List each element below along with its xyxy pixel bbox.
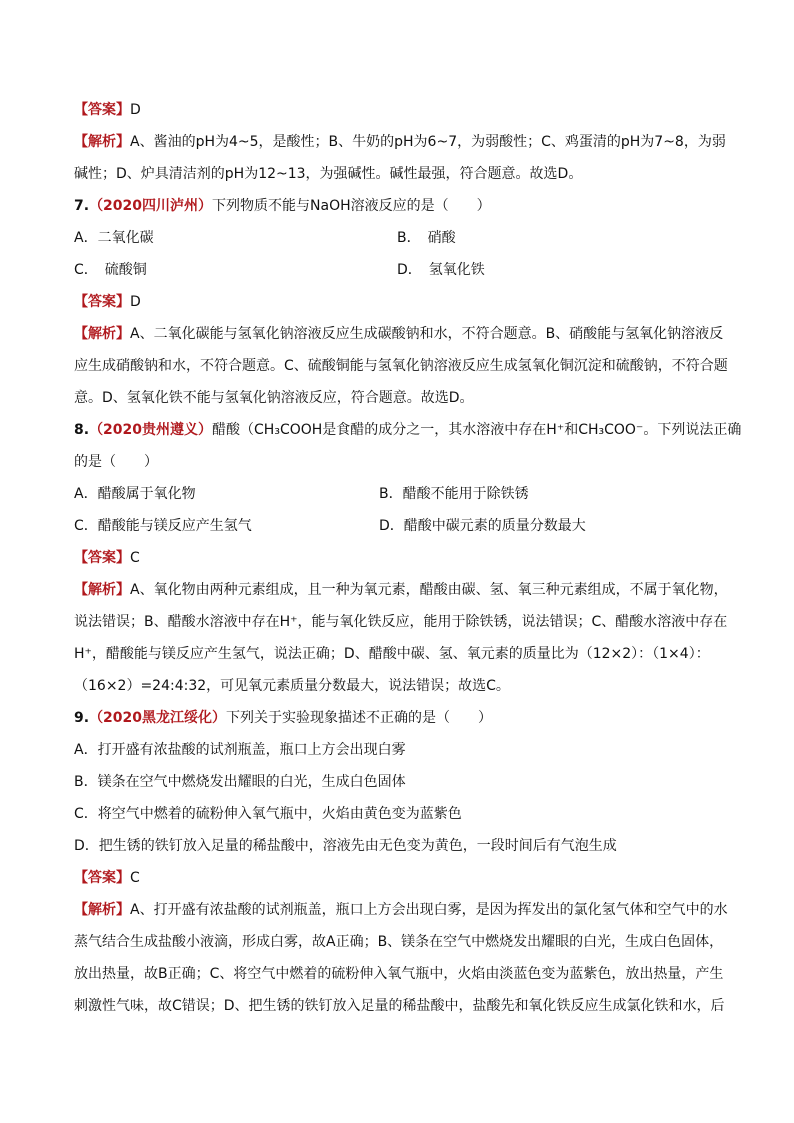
q8-option-a: A．醋酸属于氧化物 bbox=[74, 486, 196, 502]
q8-stem-line-1 bbox=[74, 420, 741, 440]
q7-option-a: A．二氧化碳 bbox=[74, 230, 154, 246]
q6-answer-line bbox=[74, 100, 141, 120]
answer-value: D bbox=[130, 102, 141, 118]
q7-option-d: D． 氢氧化铁 bbox=[397, 262, 485, 278]
answer-tag: 【答案】 bbox=[74, 550, 130, 566]
answer-value: C bbox=[130, 870, 140, 886]
q9-stem bbox=[74, 708, 492, 728]
q7-analysis-line-2: 应生成硝酸钠和水，不符合题意。C、硫酸铜能与氢氧化钠溶液反应生成氢氧化铜沉淀和硫酸钠，不符合题 bbox=[74, 358, 728, 374]
analysis-text: A、氧化物由两种元素组成，且一种为氧元素，醋酸由碳、氢、氧三种元素组成，不属于氧化物， bbox=[130, 582, 728, 598]
q8-stem-line-2: 的是（ ） bbox=[74, 454, 158, 470]
q6-analysis-line-1 bbox=[74, 132, 726, 152]
analysis-tag: 【解析】 bbox=[74, 326, 130, 342]
analysis-tag: 【解析】 bbox=[74, 134, 130, 150]
question-text: 下列关于实验现象描述不正确的是（ ） bbox=[226, 710, 493, 726]
answer-value: D bbox=[130, 294, 141, 310]
analysis-text: A、二氧化碳能与氢氧化钠溶液反应生成碳酸钠和水，不符合题意。B、硝酸能与氢氧化钠溶液反 bbox=[130, 326, 724, 342]
q7-stem bbox=[74, 196, 491, 216]
q7-option-b: B． 硝酸 bbox=[397, 230, 456, 246]
q7-option-c: C． 硫酸铜 bbox=[74, 262, 147, 278]
q7-analysis-line-3: 意。D、氢氧化铁不能与氢氧化钠溶液反应，符合题意。故选D。 bbox=[74, 390, 474, 406]
question-number: 9. bbox=[74, 710, 90, 726]
q8-analysis-line-4: （16×2）=24:4:32，可见氧元素质量分数最大，说法错误；故选C。 bbox=[74, 678, 510, 694]
analysis-tag: 【解析】 bbox=[74, 902, 130, 918]
q8-analysis-line-3: H⁺，醋酸能与镁反应产生氢气，说法正确；D、醋酸中碳、氢、氧元素的质量比为（12×2）：（1×4）： bbox=[74, 646, 710, 662]
q8-analysis-line-2: 说法错误；B、醋酸水溶液中存在H⁺，能与氧化铁反应，能用于除铁锈，说法错误；C、醋酸水溶液中存在 bbox=[74, 614, 728, 630]
q7-answer-line bbox=[74, 292, 141, 312]
q9-analysis-line-4: 刺激性气味，故C错误；D、把生锈的铁钉放入足量的稀盐酸中，盐酸先和氧化铁反应生成氯化铁和水，后 bbox=[74, 998, 725, 1014]
analysis-text: A、酱油的pH为4~5，是酸性；B、牛奶的pH为6~7，为弱酸性；C、鸡蛋清的pH为7~8，为弱 bbox=[130, 134, 726, 150]
q9-option-c: C．将空气中燃着的硫粉伸入氧气瓶中，火焰由黄色变为蓝紫色 bbox=[74, 806, 462, 822]
q8-option-d: D．醋酸中碳元素的质量分数最大 bbox=[379, 518, 586, 534]
question-source: （2020黑龙江绥化） bbox=[89, 710, 227, 726]
q9-analysis-line-2: 蒸气结合生成盐酸小液滴，形成白雾，故A正确；B、镁条在空气中燃烧发出耀眼的白光，生成白色固体， bbox=[74, 934, 724, 950]
q8-option-c: C．醋酸能与镁反应产生氢气 bbox=[74, 518, 252, 534]
answer-tag: 【答案】 bbox=[74, 294, 130, 310]
q9-analysis-line-1 bbox=[74, 900, 728, 920]
q9-analysis-line-3: 放出热量，故B正确；C、将空气中燃着的硫粉伸入氧气瓶中，火焰由淡蓝色变为蓝紫色，放出热量，产生 bbox=[74, 966, 724, 982]
question-number: 8. bbox=[74, 422, 90, 438]
question-source: （2020贵州遵义） bbox=[89, 422, 213, 438]
q8-analysis-line-1 bbox=[74, 580, 728, 600]
answer-tag: 【答案】 bbox=[74, 870, 130, 886]
q8-answer-line bbox=[74, 548, 140, 568]
q9-option-d: D．把生锈的铁钉放入足量的稀盐酸中，溶液先由无色变为黄色，一段时间后有气泡生成 bbox=[74, 838, 617, 854]
analysis-tag: 【解析】 bbox=[74, 582, 130, 598]
q8-option-b: B．醋酸不能用于除铁锈 bbox=[379, 486, 529, 502]
q6-analysis-line-2: 碱性；D、炉具清洁剂的pH为12~13，为强碱性。碱性最强，符合题意。故选D。 bbox=[74, 166, 583, 182]
analysis-text: A、打开盛有浓盐酸的试剂瓶盖，瓶口上方会出现白雾，是因为挥发出的氯化氢气体和空气中的水 bbox=[130, 902, 728, 918]
answer-tag: 【答案】 bbox=[74, 102, 130, 118]
q9-option-b: B．镁条在空气中燃烧发出耀眼的白光，生成白色固体 bbox=[74, 774, 406, 790]
question-text: 醋酸（CH₃COOH是食醋的成分之一，其水溶液中存在H⁺和CH₃COO⁻。下列说法正确 bbox=[212, 422, 742, 438]
answer-value: C bbox=[130, 550, 140, 566]
q9-answer-line bbox=[74, 868, 140, 888]
question-number: 7. bbox=[74, 198, 90, 214]
question-text: 下列物质不能与NaOH溶液反应的是（ ） bbox=[212, 198, 491, 214]
question-source: （2020四川泸州） bbox=[89, 198, 213, 214]
q9-option-a: A．打开盛有浓盐酸的试剂瓶盖，瓶口上方会出现白雾 bbox=[74, 742, 406, 758]
q7-analysis-line-1 bbox=[74, 324, 723, 344]
